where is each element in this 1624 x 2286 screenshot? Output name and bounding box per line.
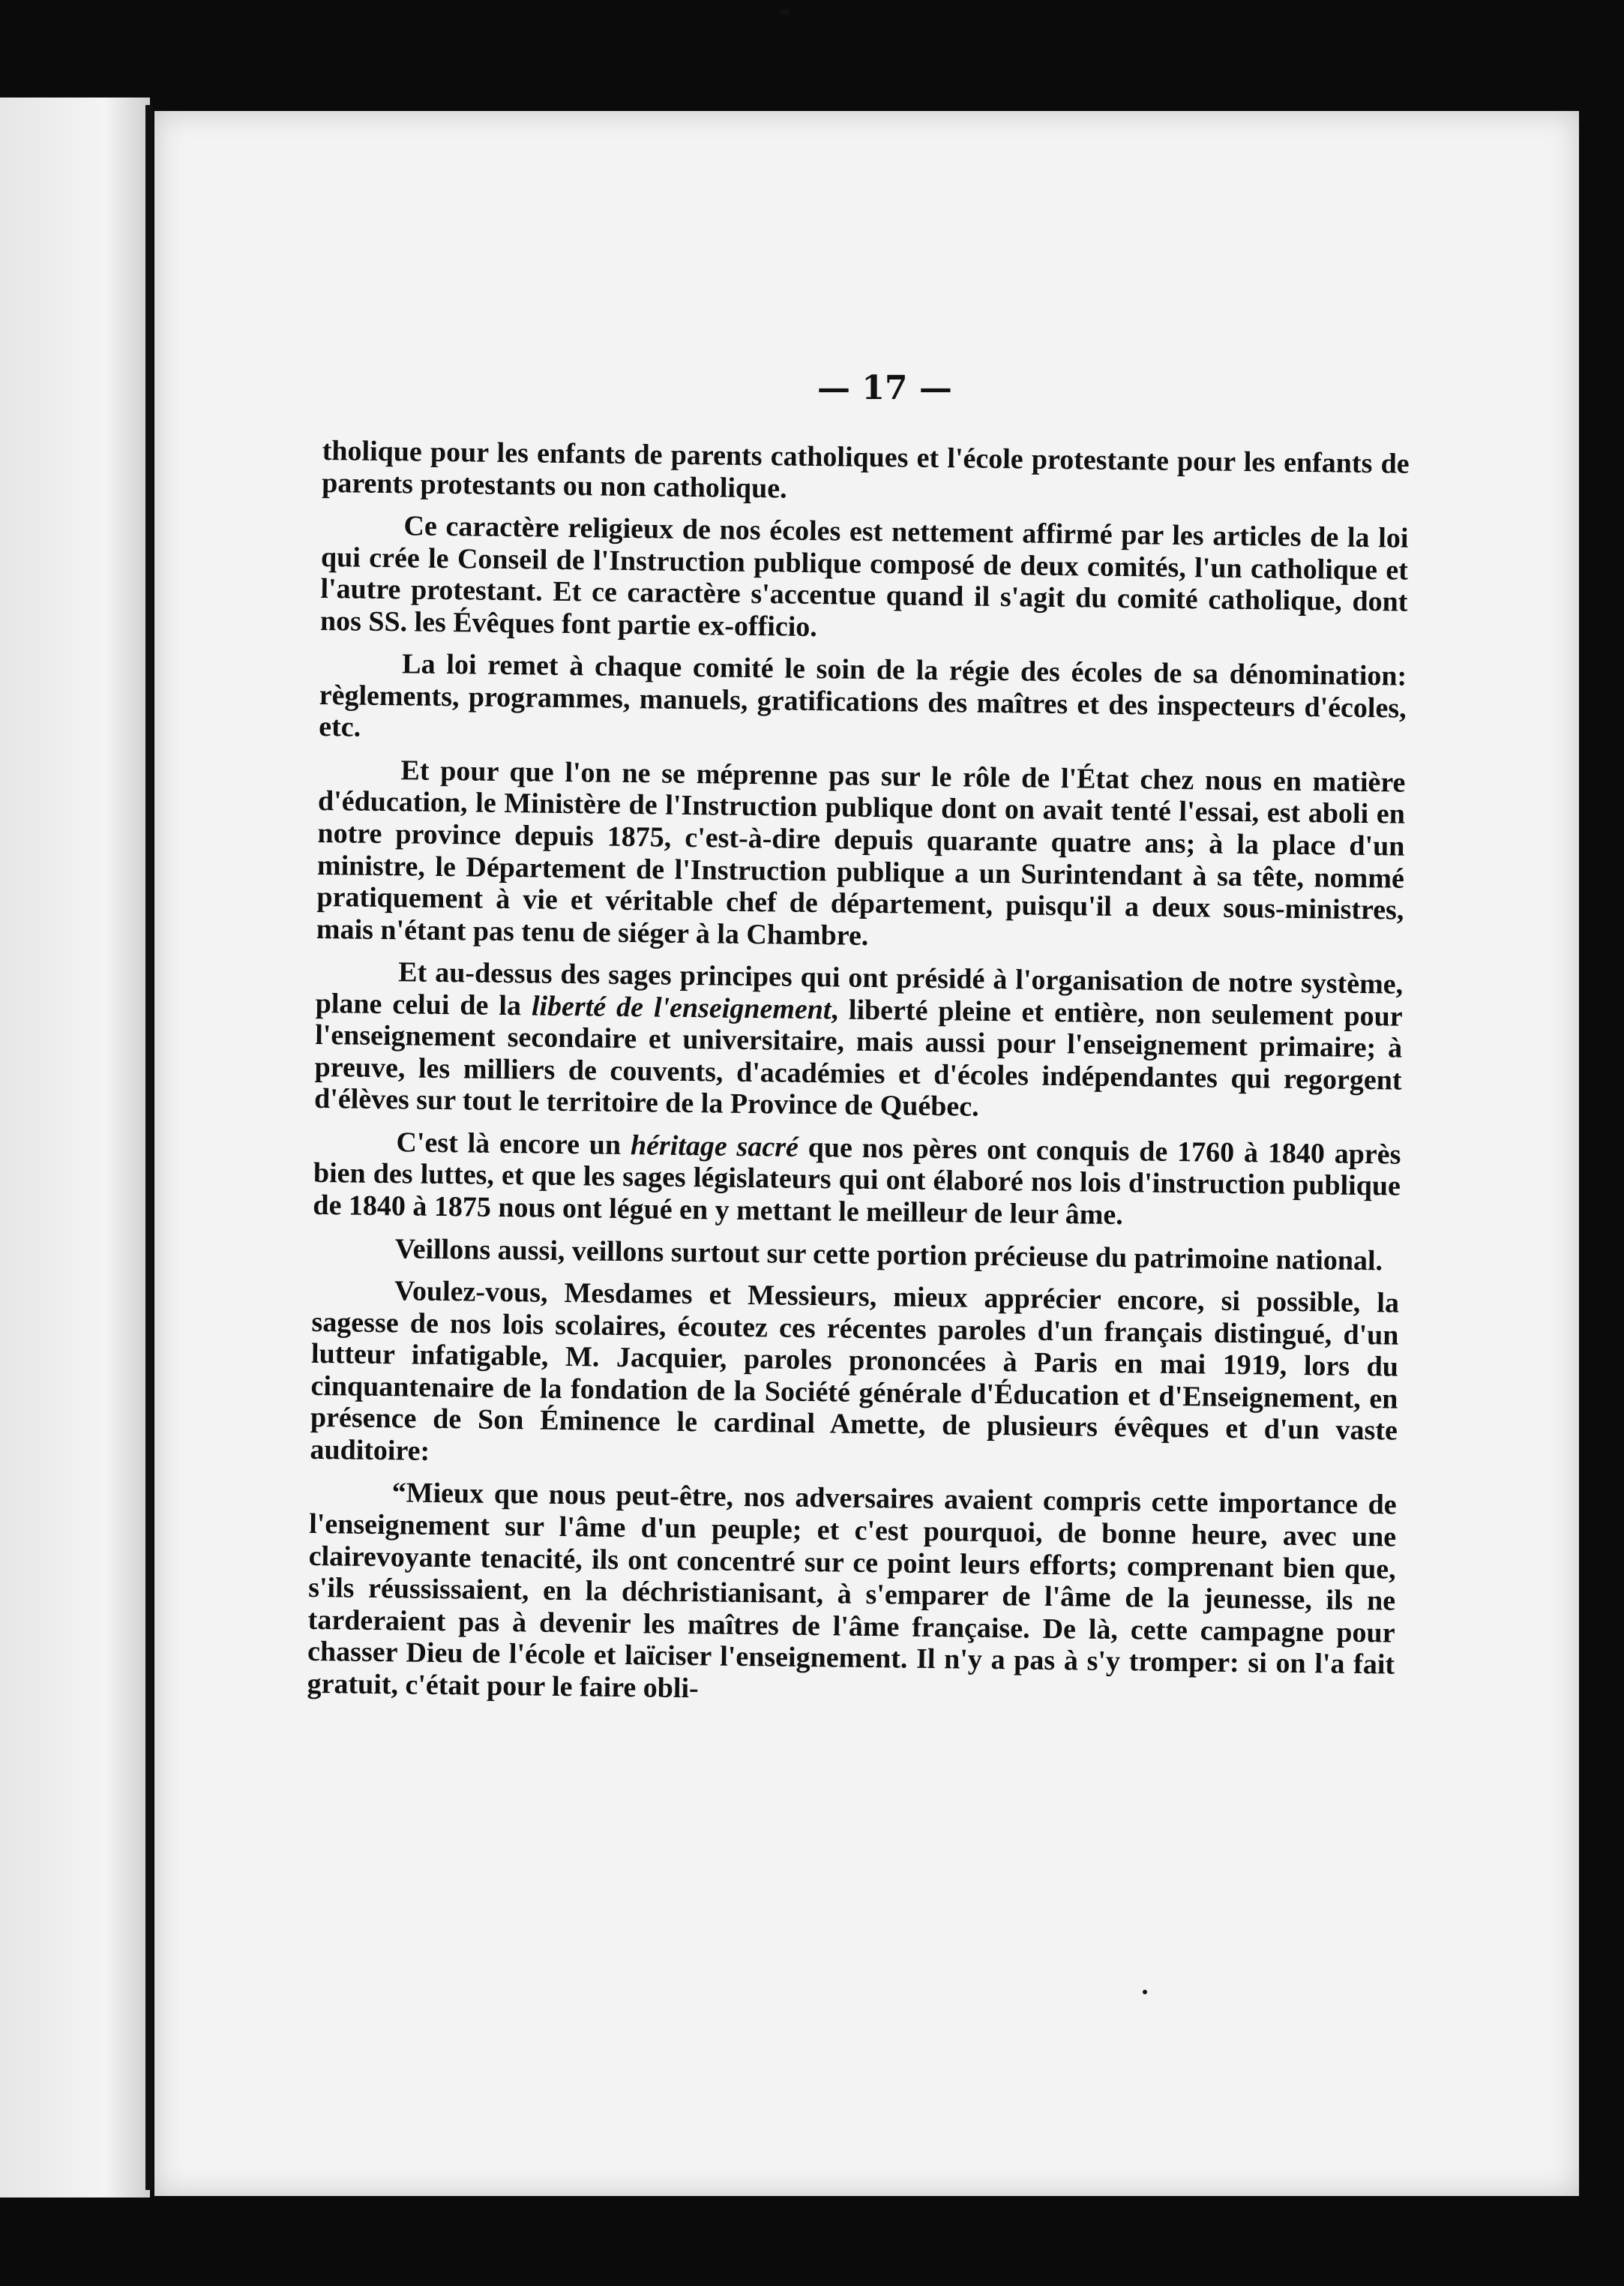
paragraph-7: Veillons aussi, veillons surtout sur cette portion précieuse du patrimoine national.	[394, 1232, 1383, 1276]
scan-speck	[1143, 1990, 1147, 1994]
scan-speck	[780, 9, 790, 15]
page-fold-line	[145, 105, 153, 2190]
paragraph-6-emphasis: héritage sacré	[630, 1130, 799, 1163]
paragraph-5-start: Et au-dessus des sages principes qui ont présidé à l'organisation de notre système, plane celui de la	[315, 956, 1404, 1022]
paragraph-4: Et pour que l'on ne se méprenne pas sur le rôle de l'État chez nous en matière d'éducation, le Ministère de l'Instruction publique dont on avait tenté l'essai, est aboli en notre province depuis 1875, c'est-à-dire depuis quarante quatre ans; à la place d'un ministre, le Département de l'Instruction publique a un Surintendant à sa tête, nommé pratiquement à vie et véritable chef de département, puisqu'il a deux sous-ministres, mais n'étant pas tenu de siéger à la Chambre.	[316, 754, 1406, 952]
paragraph-5	[314, 956, 1403, 1128]
paragraph-6-start: C'est là encore un	[396, 1126, 631, 1162]
page-number: — 17 —	[817, 369, 952, 407]
paragraph-2: Ce caractère religieux de nos écoles est nettement affirmé par les articles de la loi qui crée le Conseil de l'Instruction publique composé de deux comités, l'un catholique et l'autre protestant. Et ce caractère s'accentue quand il s'agit du comité catholique, dont nos SS. les Évêques font partie ex-officio.	[319, 510, 1409, 643]
paragraph-8: Voulez-vous, Mesdames et Messieurs, mieux apprécier encore, si possible, la sagesse de nos lois scolaires, écoutez ces récentes paroles d'un français distingué, d'un lutteur infatigable, M. Jacquier, paroles prononcées à Paris en mai 1919, lors du cinquantenaire de la fondation de la Société générale d'Éducation et d'Enseignement, en présence de Son Éminence le cardinal Amette, de plusieurs évêques et d'un vaste auditoire:	[310, 1275, 1400, 1467]
left-page-edge	[0, 98, 150, 2198]
paragraph-5-emphasis: liberté de l'enseignement	[531, 990, 831, 1026]
paragraph-3: La loi remet à chaque comité le soin de la régie des écoles de sa dénomination: règlements, programmes, manuels, gratifications des maîtres et des inspecteurs d'écoles, etc.	[318, 648, 1407, 744]
paragraph-5-end: , liberté pleine et entière, non seulement pour l'enseignement secondaire et universitaire, mais aussi pour l'enseignement primaire; à preuve, les milliers de couvents, d'académies et d'écoles indépendantes qui regorgent d'élèves sur tout le territoire de la Province de Québec.	[313, 994, 1403, 1124]
paragraph-6-end: que nos pères ont conquis de 1760 à 1840 après bien des luttes, et que les sages législateurs qui ont élaboré nos lois d'instruction publique de 1840 à 1875 nous ont légué en y mettant le meilleur de leur âme.	[313, 1131, 1401, 1232]
paragraph-6	[313, 1126, 1401, 1234]
quoted-paragraph: “Mieux que nous peut-être, nos adversaires avaient compris cette importance de l'enseignement sur l'âme d'un peuple; et c'est pourquoi, de bonne heure, avec une clairevoyante tenacité, ils ont concentré sur ce point leurs efforts; comprenant bien que, s'ils réussissaient, en la déchristianisant, à s'emparer de l'âme de la jeunesse, ils ne tarderaient pas à devenir les maîtres de l'âme française. De là, cette campagne pour chasser Dieu de l'école et laïciser l'enseignement. Il n'y a pas à s'y tromper: si on l'a fait gratuit, c'était pour le faire obli-	[307, 1477, 1397, 1704]
document-body	[307, 435, 1410, 1724]
paragraph-1: tholique pour les enfants de parents catholiques et l'école protestante pour les enfants de parents protestants ou non catholique.	[321, 435, 1410, 505]
